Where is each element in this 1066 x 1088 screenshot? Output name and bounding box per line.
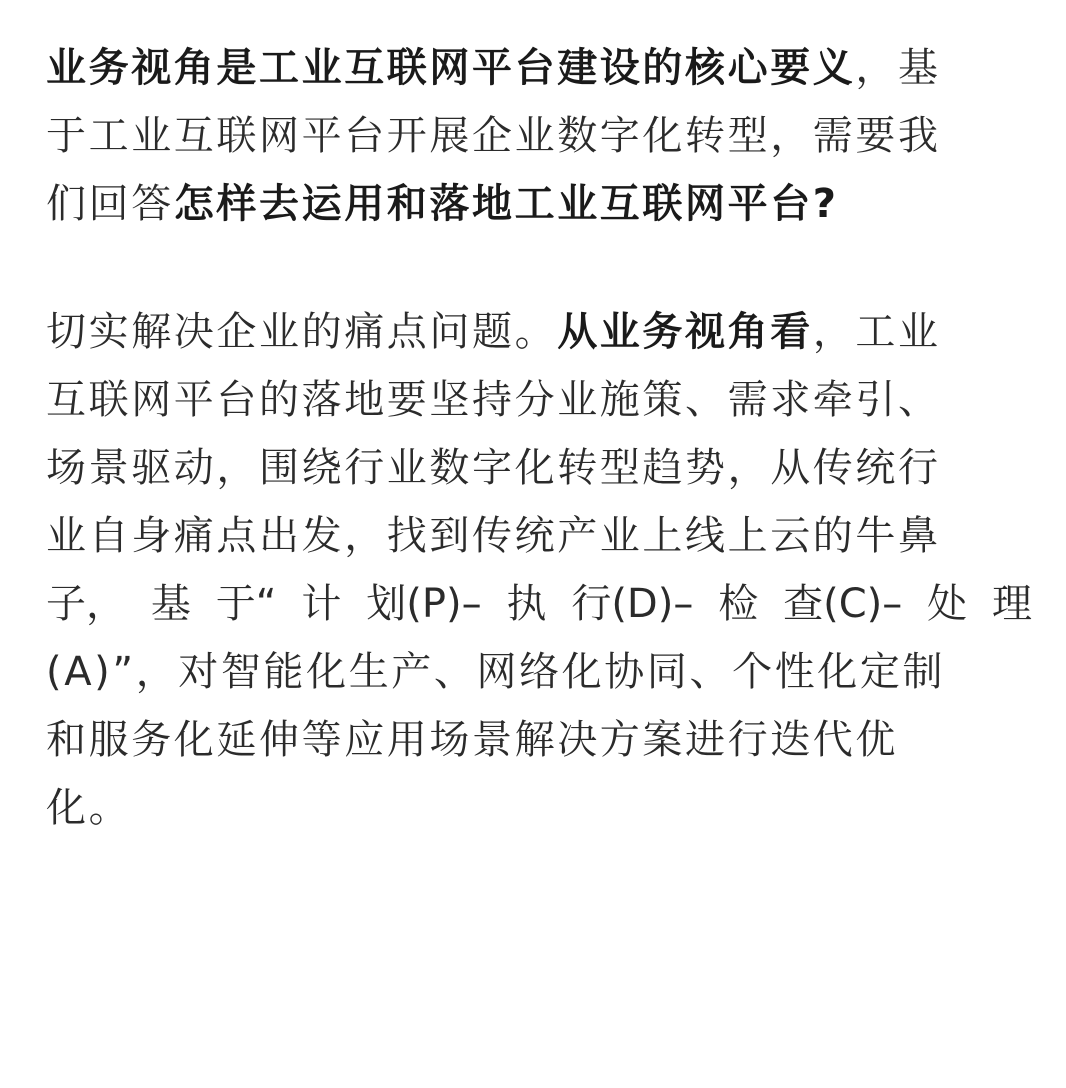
text: 执	[506, 581, 547, 627]
text-line: 和服务化延伸等应用场景解决方案进行迭代优	[46, 717, 898, 763]
text-line: (A)”，对智能化生产、网络化协同、个性化定制	[46, 649, 946, 695]
text: 划(P)–	[366, 581, 482, 627]
text: ，基	[855, 45, 941, 91]
text-line: 于工业互联网平台开展企业数字化转型，需要我	[46, 113, 941, 159]
text-line: 场景驱动，围绕行业数字化转型趋势，从传统行	[46, 445, 941, 491]
text: 计	[301, 581, 342, 627]
paragraph-1	[46, 34, 1036, 238]
text: 检	[718, 581, 759, 627]
text: ，工业	[812, 309, 941, 355]
text: 基	[150, 581, 191, 627]
text-line	[46, 34, 1036, 102]
text: 切实解决企业的痛点问题。	[46, 309, 558, 355]
text-line: 互联网平台的落地要坚持分业施策、需求牵引、	[46, 377, 941, 423]
text: 行(D)–	[571, 581, 694, 627]
text: 子，	[46, 581, 126, 627]
bold-text: 业务视角是工业互联网平台建设的核心要义	[46, 45, 856, 91]
text-line: 化。	[46, 785, 132, 831]
text: 查(C)–	[783, 581, 903, 627]
text-line	[46, 170, 1036, 238]
bold-text: 从业务视角看	[557, 309, 813, 355]
article-body	[46, 34, 1036, 842]
text-line: 业自身痛点出发，找到传统产业上线上云的牛鼻	[46, 513, 941, 559]
bold-text: 怎样去运用和落地工业互联网平台?	[173, 181, 839, 227]
text: 于“	[215, 581, 277, 627]
text-line	[46, 298, 1036, 366]
text: 处	[927, 581, 968, 627]
text: 们回答	[46, 181, 174, 227]
paragraph-2	[46, 298, 1036, 842]
text: 理	[991, 581, 1032, 627]
text-line-justified	[46, 570, 1032, 638]
